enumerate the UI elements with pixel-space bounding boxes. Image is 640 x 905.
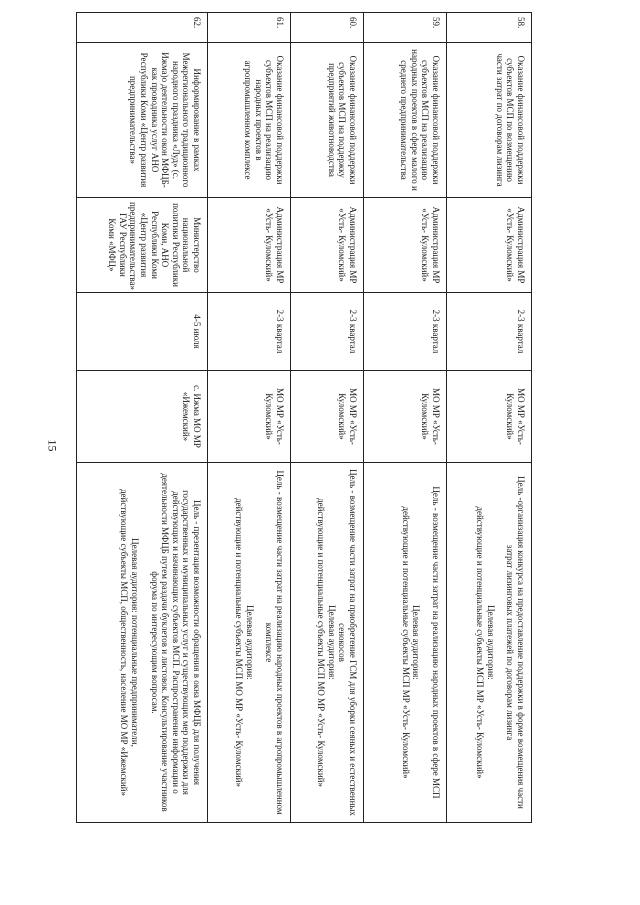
organizer: Министерство национальной политики Республики Коми, АНО Республики Коми «Центр развития предпринимательства» ГАУ Республики Коми «МФЦ» (77, 198, 208, 293)
row-number: 62. (77, 13, 208, 43)
row-number: 59. (364, 13, 447, 43)
row-number: 61. (208, 13, 291, 43)
audience-title: Целевая аудитория: (244, 605, 255, 680)
audience-title: Целевая аудитория: потенциальные предприниматели, (129, 538, 140, 747)
table-row (364, 13, 447, 823)
audience-title: Целевая аудитория: (485, 605, 496, 680)
goal-text: Цель - возмещение части затрат на реализацию народных проектов в сфере МСП (431, 486, 441, 799)
audience-text: действующие и потенциальные субъекты МСП МО МР «Усть- Куломский» (234, 498, 245, 787)
event-name: Информирование в рамках Межрегионального традиционного народного праздника «Луд» (с. Ижма)о деятельности окон МФЦБ- как проводника услуг АНО Республики Коми «Центр развития предпринимательства» (77, 43, 208, 198)
event-date: 2-3 квартал (447, 293, 532, 371)
event-description (77, 463, 208, 823)
event-description (364, 463, 447, 823)
organizer: Администрация МР «Усть- Куломский» (208, 198, 291, 293)
goal-text: Цель -организация конкурса на предоставление поддержки в форме возмещения части затрат лизинговых платежей по договорам лизинга (505, 476, 526, 809)
row-number: 60. (291, 13, 364, 43)
table-row (77, 13, 208, 823)
event-name: Оказание финансовой поддержки субъектов МСП на реализацию народных проектов в агропромышленном комплексе (208, 43, 291, 198)
audience-title: Целевая аудитория: (411, 605, 422, 680)
organizer: Администрация МР «Усть- Куломский» (291, 198, 364, 293)
audience-text: действующие субъекты МСП, общественность, население МО МР «Ижемский» (119, 488, 130, 797)
event-date: 4-5 июля (77, 293, 208, 371)
table-wrapper (77, 12, 532, 822)
goal-text: Цель - возмещение части затрат на реализацию народных проектов в агропромышленном комплексе (264, 470, 285, 815)
event-description (447, 463, 532, 823)
audience-title: Целевая аудитория: (326, 605, 337, 680)
event-description (208, 463, 291, 823)
event-date: 2-3 квартал (208, 293, 291, 371)
page-number: 15 (45, 439, 60, 452)
events-table (76, 12, 532, 823)
event-description (291, 463, 364, 823)
table-row (291, 13, 364, 823)
audience-text: действующие и потенциальные субъекты МСП МР «Усть- Куломский» (400, 506, 411, 779)
organizer: Администрация МР «Усть- Куломский» (364, 198, 447, 293)
event-name: Оказание финансовой поддержки субъектов МСП на поддержку предприятий животноводства (291, 43, 364, 198)
event-name: Оказание финансовой поддержки субъектов МСП на реализацию народных проектов в сфере малого и среднего предпринимательства (364, 43, 447, 198)
event-place: МО МР «Усть- Куломский» (364, 371, 447, 463)
organizer: Администрация МР «Усть- Куломский» (447, 198, 532, 293)
goal-text: Цель - возмещение части затрат на приобретение ГСМ для уборки сеяных и естественных сенокосов (337, 469, 358, 816)
event-place: с. Ижма МО МР «Ижемский» (77, 371, 208, 463)
event-date: 2-3 квартал (291, 293, 364, 371)
row-number: 58. (447, 13, 532, 43)
goal-text: Цель - презентация возможности обращения в окна МФЦБ для получения государственных и муниципальных услуг и существующих мер поддержки для действующих и начинающих субъектов МСП. Распространение информации о деятельности МФЦБ путем раздачи буклетов и листовок. Консультирование участников форума по интересующим вопросам. (149, 473, 202, 812)
rotated-table-area (77, 12, 532, 822)
event-date: 2-3 квартал (364, 293, 447, 371)
event-place: МО МР «Усть- Куломский» (291, 371, 364, 463)
audience-text: действующие и потенциальные субъекты МСП МР «Усть- Куломский» (475, 506, 486, 779)
table-row (447, 13, 532, 823)
table-row (208, 13, 291, 823)
event-name: Оказание финансовой поддержки субъектов МСП по возмещению части затрат по договорам лизинга (447, 43, 532, 198)
event-place: МО МР «Усть- Куломский» (208, 371, 291, 463)
audience-text: действующие и потенциальные субъекты МСП МО МР «Усть- Куломский» (316, 498, 327, 787)
event-place: МО МР «Усть- Куломский» (447, 371, 532, 463)
